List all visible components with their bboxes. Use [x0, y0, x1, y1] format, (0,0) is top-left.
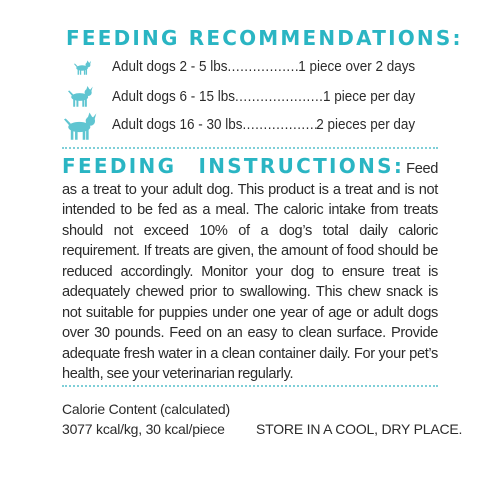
dot-leader: [242, 117, 316, 133]
dot-leader: [235, 89, 323, 105]
feeding-row-large-dogs: [112, 117, 415, 133]
dog-size-label: Adult dogs 16 - 30 lbs: [112, 117, 243, 133]
feeding-amount: 1 piece over 2 days: [298, 59, 416, 75]
dog-size-label: Adult dogs 2 - 5 lbs: [112, 59, 228, 75]
feeding-recommendations-heading: FEEDING RECOMMENDATIONS:: [66, 26, 463, 50]
feeding-instructions-text: Feed as a treat to your adult dog. This product is a treat and is not intended to be fed as a meal. The caloric intake from treats should not exceed 10% of a dog’s total daily caloric requirement. If treats are given, the amount of food should be reduced accordingly. Monitor your dog to ensure treat is adequately chewed prior to swallowing. This chew snack is not suitable for puppies under one year of age or adult dogs over 30 pounds. Feed on an easy to clean surface. Provide adequate fresh water in a clean container daily. For your pet’s health, see your veterinarian regularly.: [62, 161, 438, 382]
feeding-amount: 1 piece per day: [322, 89, 416, 105]
small-dog-icon: [74, 60, 92, 76]
section-divider: [62, 147, 438, 149]
feeding-row-medium-dogs: [112, 89, 415, 105]
medium-dog-icon: [68, 85, 94, 109]
storage-instruction: STORE IN A COOL, DRY PLACE.: [256, 421, 463, 437]
calorie-content-value: 3077 kcal/kg, 30 kcal/piece: [62, 421, 225, 437]
feeding-instructions-paragraph: [62, 156, 438, 385]
dog-size-label: Adult dogs 6 - 15 lbs: [112, 89, 235, 105]
feeding-instructions-heading: FEEDING INSTRUCTIONS:: [62, 154, 405, 178]
large-dog-icon: [64, 112, 98, 142]
feeding-row-small-dogs: [112, 59, 415, 75]
calorie-content-label: Calorie Content (calculated): [62, 401, 230, 417]
dot-leader: [227, 59, 298, 75]
feeding-amount: 2 pieces per day: [316, 117, 416, 133]
section-divider: [62, 385, 438, 387]
